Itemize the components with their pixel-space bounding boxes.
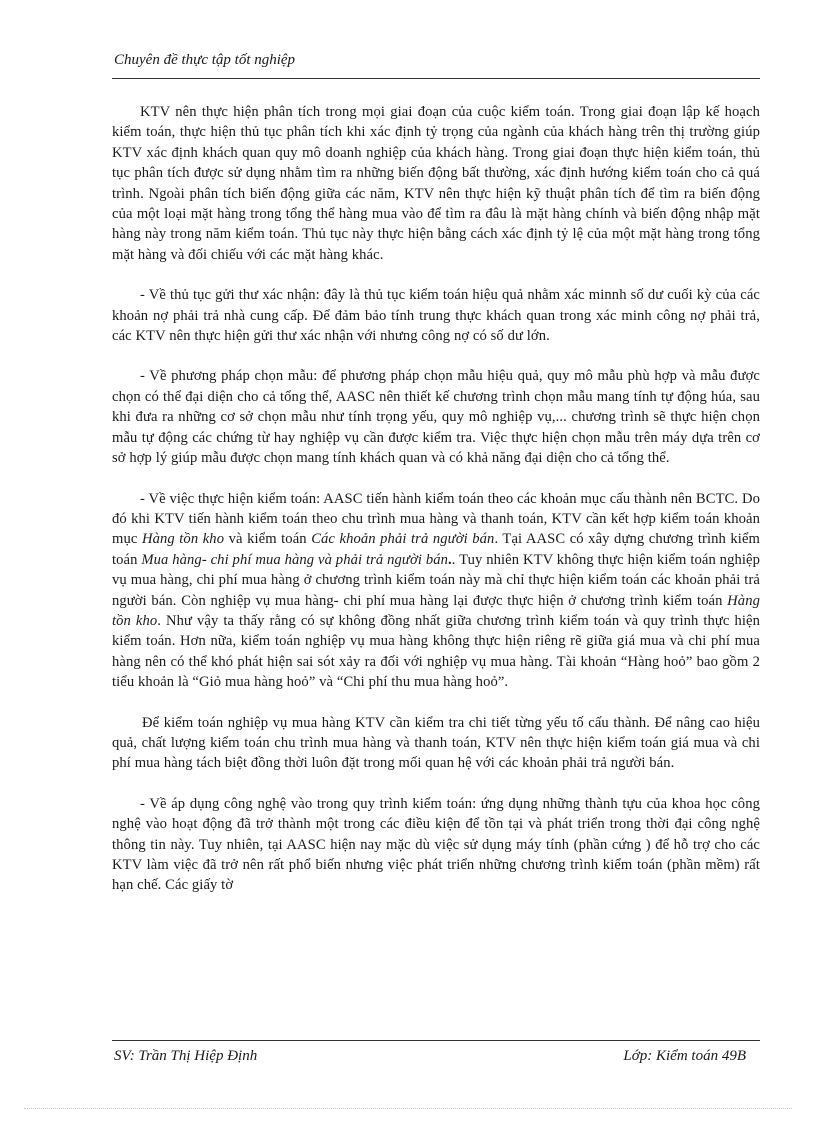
page-bottom-edge (24, 1108, 792, 1109)
italic-term-inventory-2: Hàng tồn kho (112, 592, 760, 629)
text-run: . Như vậy ta thấy rằng có sự không đồng nhất giữa chương trình kiểm toán và quy trình thực hiện kiểm toán. Hơn nữa, kiểm toán nghiệp vụ mua hàng không thực hiện riêng rẽ giữa giá mua và chi phí mua hàng nên có thể khó phát hiện sai sót xảy ra đối với nghiệp vụ mua hàng. Tài khoản “Hàng hoỏ” bao gồm 2 tiểu khoản là “Giỏ mua hàng hoỏ” và “Chi phí thu mua hàng hoỏ”. (112, 612, 760, 691)
text-run: . Tuy nhiên KTV không thực hiện kiểm toán nghiệp vụ mua hàng, chi phí mua hàng ở chương trình kiểm toán này mà chỉ thực hiện kiểm toán các khoản phải trả người bán. Còn nghiệp vụ mua hàng- chi phí mua hàng lại được thực hiện ở chương trình kiểm toán (112, 551, 760, 609)
document-body (112, 102, 760, 1020)
text-run: và kiểm toán (224, 531, 312, 548)
paragraph-analysis: KTV nên thực hiện phân tích trong mọi giai đoạn của cuộc kiểm toán. Trong giai đoạn lập kế hoạch kiểm toán, thực hiện thủ tục phân tích khi xác định tỷ trọng của ngành của khách hàng trên thị trường giúp KTV xác định khách quan quy mô doanh nghiệp của khách hàng. Trong giai đoạn thực hiện kiểm toán, thủ tục phân tích được sử dụng nhằm tìm ra những biến động bất thường, xác định hướng kiểm toán cho cả quá trình. Ngoài phân tích biến động giữa các năm, KTV nên thực hiện kỹ thuật phân tích để tìm ra biến động của một loại mặt hàng trong tổng thể hàng mua vào để tìm ra đâu là mặt hàng chính và biến động nhập mặt hàng này trong năm kiểm toán. Thủ tục này thực hiện bằng cách xác định tỷ lệ của một mặt hàng trong tổng mặt hàng và đối chiếu với các mặt hàng khác. (112, 104, 760, 263)
bold-period: . (448, 551, 452, 568)
italic-term-purchase-program: Mua hàng- chi phí mua hàng và phải trả người bán (141, 551, 449, 568)
paragraph-audit-execution (112, 489, 760, 693)
header-title: Chuyên đề thực tập tốt nghiệp (114, 52, 296, 68)
italic-term-inventory: Hàng tồn kho (141, 531, 225, 548)
footer-student-name: SV: Trần Thị Hiệp Định (114, 1048, 258, 1064)
paragraph-confirmation: - Về thủ tục gửi thư xác nhận: đây là thủ tục kiểm toán hiệu quả nhằm xác minnh số dư cuối kỳ của các khoản nợ phải trả nhà cung cấp. Để đảm bảo tính trung thực khách quan trong xác minh công nợ phải trả, các KTV nên thực hiện gửi thư xác nhận với nhưng công nợ có số dư lớn. (112, 287, 760, 345)
page-footer (112, 1040, 760, 1069)
footer-class: Lớp: Kiểm toán 49B (623, 1048, 746, 1064)
text-run: . Tại AASC có xây dựng chương trình kiểm toán (112, 531, 760, 568)
paragraph-sampling: - Về phương pháp chọn mẫu: để phương pháp chọn mẫu hiệu quả, quy mô mẫu phù hợp và mẫu được chọn có thể đại diện cho cả tổng thể, AASC nên thiết kế chương trình chọn mẫu mang tính tự động húa, sau khi đưa ra những cơ sở chọn mẫu như tính trọng yếu, quy mô nghiệp vụ,... chương trình sẽ thực hiện chọn mẫu tự động các chứng từ hay nghiệp vụ cần được kiểm tra. Việc thực hiện chọn mẫu trên máy dựa trên cơ sở hợp lý giúp mẫu được chọn mang tính khách quan và có khả năng đại diện cho cả tổng thể. (112, 368, 760, 467)
italic-term-payables: Các khoản phải trả người bán (311, 531, 495, 548)
text-run: - Về việc thực hiện kiểm toán: AASC tiến hành kiểm toán theo các khoản mục cấu thành nên BCTC. Do đó khi KTV tiến hành kiểm toán theo chu trình mua hàng và thanh toán, KTV cần kết hợp kiểm toán khoản mục (112, 490, 760, 548)
page-header (112, 48, 760, 79)
paragraph-purchase-audit: Để kiểm toán nghiệp vụ mua hàng KTV cần kiểm tra chi tiết từng yếu tố cấu thành. Để nâng cao hiệu quả, chất lượng kiểm toán chu trình mua hàng và thanh toán, KTV nên thực hiện kiểm toán giá mua và chi phí mua hàng tách biệt đồng thời luôn đặt trong mối quan hệ với các khoản phải trả người bán. (112, 714, 760, 772)
paragraph-technology: - Về áp dụng công nghệ vào trong quy trình kiểm toán: ứng dụng những thành tựu của khoa học công nghệ vào hoạt động đã trở thành một trong các điều kiện để tồn tại và phát triển trong thời đại công nghệ thông tin này. Tuy nhiên, tại AASC hiện nay mặc dù việc sử dụng máy tính (phần cứng ) để hỗ trợ cho các KTV làm việc đã trở nên rất phổ biến nhưng việc phát triển những chương trình kiểm toán (phần mềm) rất hạn chế. Các giấy tờ (112, 795, 760, 894)
